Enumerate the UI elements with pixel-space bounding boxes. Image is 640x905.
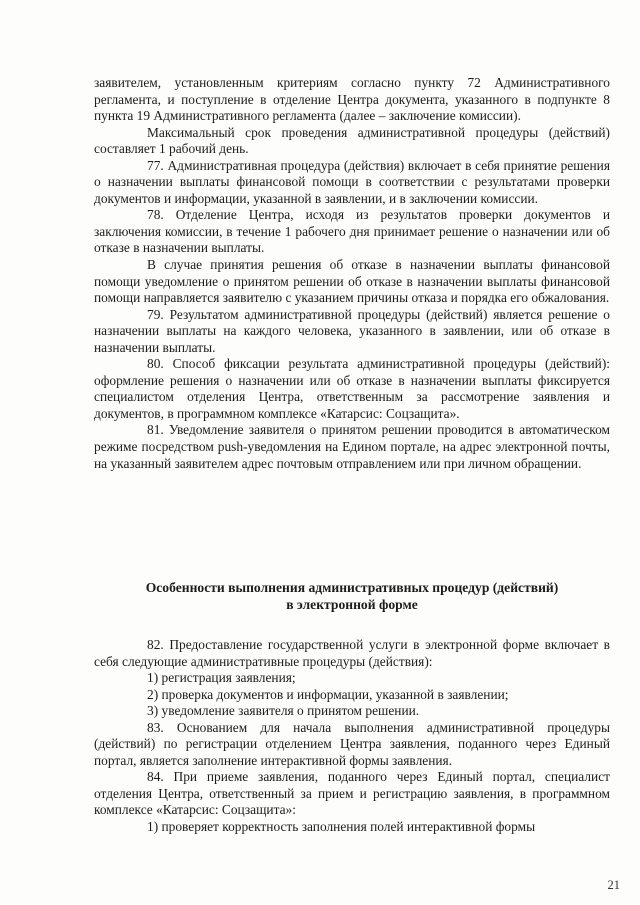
paragraph: В случае принятия решения об отказе в назначении выплаты финансовой помощи уведомление о принятом решении об отказе в назначении выплаты финансовой помощи направляется заявителю с указанием причины отказа и порядка его обжалования. (94, 257, 610, 306)
paragraph: 80. Способ фиксации результата административной процедуры (действий): оформление решения о назначении или об отказе в назначении выплаты фиксируется специалистом отделения Центра, ответственным за рассмотрение заявления и документов, в программном комплексе «Катарсис: Соцзащита». (94, 356, 610, 421)
section-heading (94, 579, 610, 613)
paragraph: 83. Основанием для начала выполнения административной процедуры (действий) по регистрации отделением Центра заявления, поданного через Единый портал, является заполнение интерактивной формы заявления. (94, 719, 610, 768)
paragraph: 82. Предоставление государственной услуги в электронной форме включает в себя следующие административные процедуры (действия): (94, 637, 610, 669)
paragraph: 81. Уведомление заявителя о принятом решении проводится в автоматическом режиме посредством push-уведомления на Едином портале, на адрес электронной почты, на указанный заявителем адрес почтовым отправлением или при личном обращении. (94, 422, 610, 471)
paragraph: Максимальный срок проведения административной процедуры (действий) составляет 1 рабочий день. (94, 124, 610, 157)
page-number: 21 (607, 878, 620, 892)
paragraph: 78. Отделение Центра, исходя из результатов проверки документов и заключения комиссии, в течение 1 рабочего дня принимает решение о назначении или об отказе в назначении выплаты. (94, 207, 610, 256)
list-item: 1) регистрация заявления; (147, 670, 296, 686)
paragraph: 84. При приеме заявления, поданного через Единый портал, специалист отделения Центра, ответственный за прием и регистрацию заявления, в программном комплексе «Катарсис: Соцзащита»: (94, 769, 610, 818)
paragraph: 79. Результатом административной процедуры (действий) является решение о назначении выплаты на каждого человека, указанного в заявлении, или об отказе в назначении выплаты. (94, 306, 610, 355)
text-block-top (94, 75, 610, 472)
list-item: 1) проверяет корректность заполнения полей интерактивной формы (147, 819, 536, 835)
list-item: 2) проверка документов и информации, указанной в заявлении; (147, 686, 509, 702)
text-block-bottom (94, 637, 610, 836)
page-bottom-margin (94, 882, 610, 905)
heading-line: в электронной форме (286, 597, 418, 612)
heading-line: Особенности выполнения административных процедур (действий) (145, 580, 559, 595)
paragraph: 77. Административная процедура (действия) включает в себя принятие решения о назначении выплаты финансовой помощи в соответствии с результатами проверки документов и информации, указанной в заявлении, и в заключении комиссии. (94, 157, 610, 206)
paragraph: заявителем, установленным критериям согласно пункту 72 Административного регламента, и поступление в отделение Центра документа, указанного в подпункте 8 пункта 19 Административного регламента (далее – заключение комиссии). (94, 75, 610, 124)
list-item: 3) уведомление заявителя о принятом решении. (147, 703, 420, 719)
